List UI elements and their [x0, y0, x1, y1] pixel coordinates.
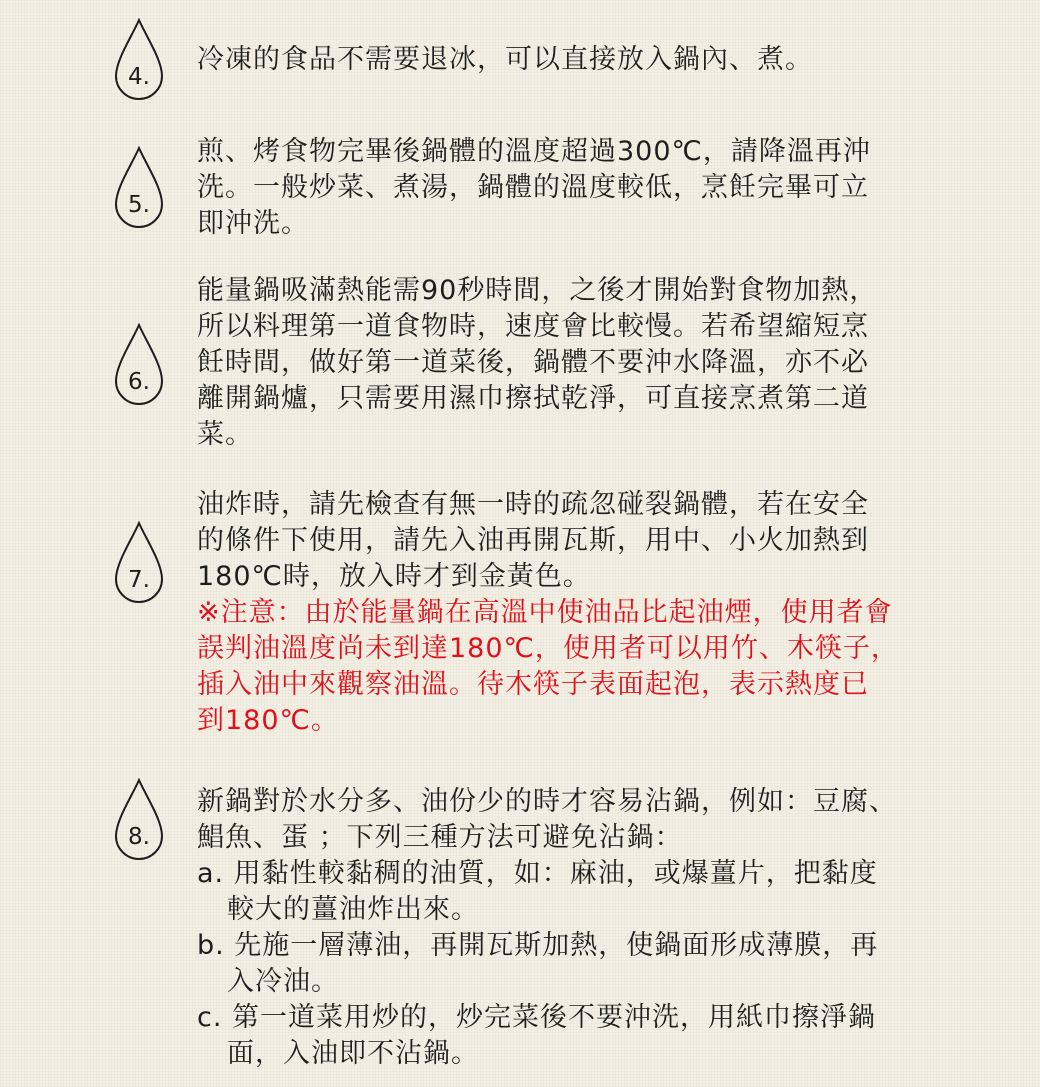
item-number: 8. [128, 824, 150, 850]
item-number: 5. [128, 192, 150, 218]
item-text-line: 新鍋對於水分多、油份少的時才容易沾鍋，例如：豆腐、 [197, 786, 897, 817]
droplet-icon [114, 521, 164, 605]
item-text-line: 鯧魚、蛋 ；下列三種方法可避免沾鍋： [197, 822, 683, 853]
sub-item-a-continued: 較大的薑油炸出來。 [227, 894, 479, 925]
item-text-line: 的條件下使用，請先入油再開瓦斯，用中、小火加熱到 [197, 525, 869, 556]
sub-item-b-continued: 入冷油。 [227, 966, 339, 997]
sub-item-c-continued: 面，入油即不沾鍋。 [227, 1038, 479, 1069]
sub-item-a: a. 用黏性較黏稠的油質，如：麻油，或爆薑片，把黏度 [197, 858, 878, 889]
droplet-icon [114, 146, 164, 230]
droplet-icon [114, 778, 164, 862]
item-text-line: 180℃時，放入時才到金黃色。 [197, 561, 591, 592]
item-text-line: 洗。一般炒菜、煮湯，鍋體的溫度較低，烹飪完畢可立 [197, 172, 869, 203]
item-text-line: 冷凍的食品不需要退冰，可以直接放入鍋內、煮。 [197, 44, 813, 75]
sub-item-b: b. 先施一層薄油，再開瓦斯加熱，使鍋面形成薄膜，再 [197, 930, 879, 961]
item-text-line: 菜。 [197, 419, 253, 450]
sub-item-c: c. 第一道菜用炒的，炒完菜後不要沖洗，用紙巾擦淨鍋 [197, 1002, 877, 1033]
item-text-line: 飪時間，做好第一道菜後，鍋體不要沖水降溫，亦不必 [197, 347, 869, 378]
item-text-line: 所以料理第一道食物時，速度會比較慢。若希望縮短烹 [197, 311, 869, 342]
item-text-line: 煎、烤食物完畢後鍋體的溫度超過300℃，請降溫再沖 [197, 136, 871, 167]
droplet-icon [114, 323, 164, 407]
warning-text-line: 誤判油溫度尚未到達180℃，使用者可以用竹、木筷子， [197, 633, 899, 664]
item-text-line: 即沖洗。 [197, 208, 309, 239]
item-text-line: 能量鍋吸滿熱能需90秒時間，之後才開始對食物加熱， [197, 275, 878, 306]
item-number: 6. [128, 369, 150, 395]
item-number: 7. [128, 567, 150, 593]
item-text-line: 離開鍋爐，只需要用濕巾擦拭乾淨，可直接烹煮第二道 [197, 383, 869, 414]
item-number: 4. [128, 64, 150, 90]
warning-text-line: 插入油中來觀察油溫。待木筷子表面起泡，表示熱度已 [197, 669, 869, 700]
item-text-line: 油炸時，請先檢查有無一時的疏忽碰裂鍋體，若在安全 [197, 489, 869, 520]
warning-text-line: 到180℃。 [197, 705, 339, 736]
droplet-icon [114, 18, 164, 102]
warning-text-line: ※注意：由於能量鍋在高溫中使油品比起油煙，使用者會 [197, 597, 893, 628]
